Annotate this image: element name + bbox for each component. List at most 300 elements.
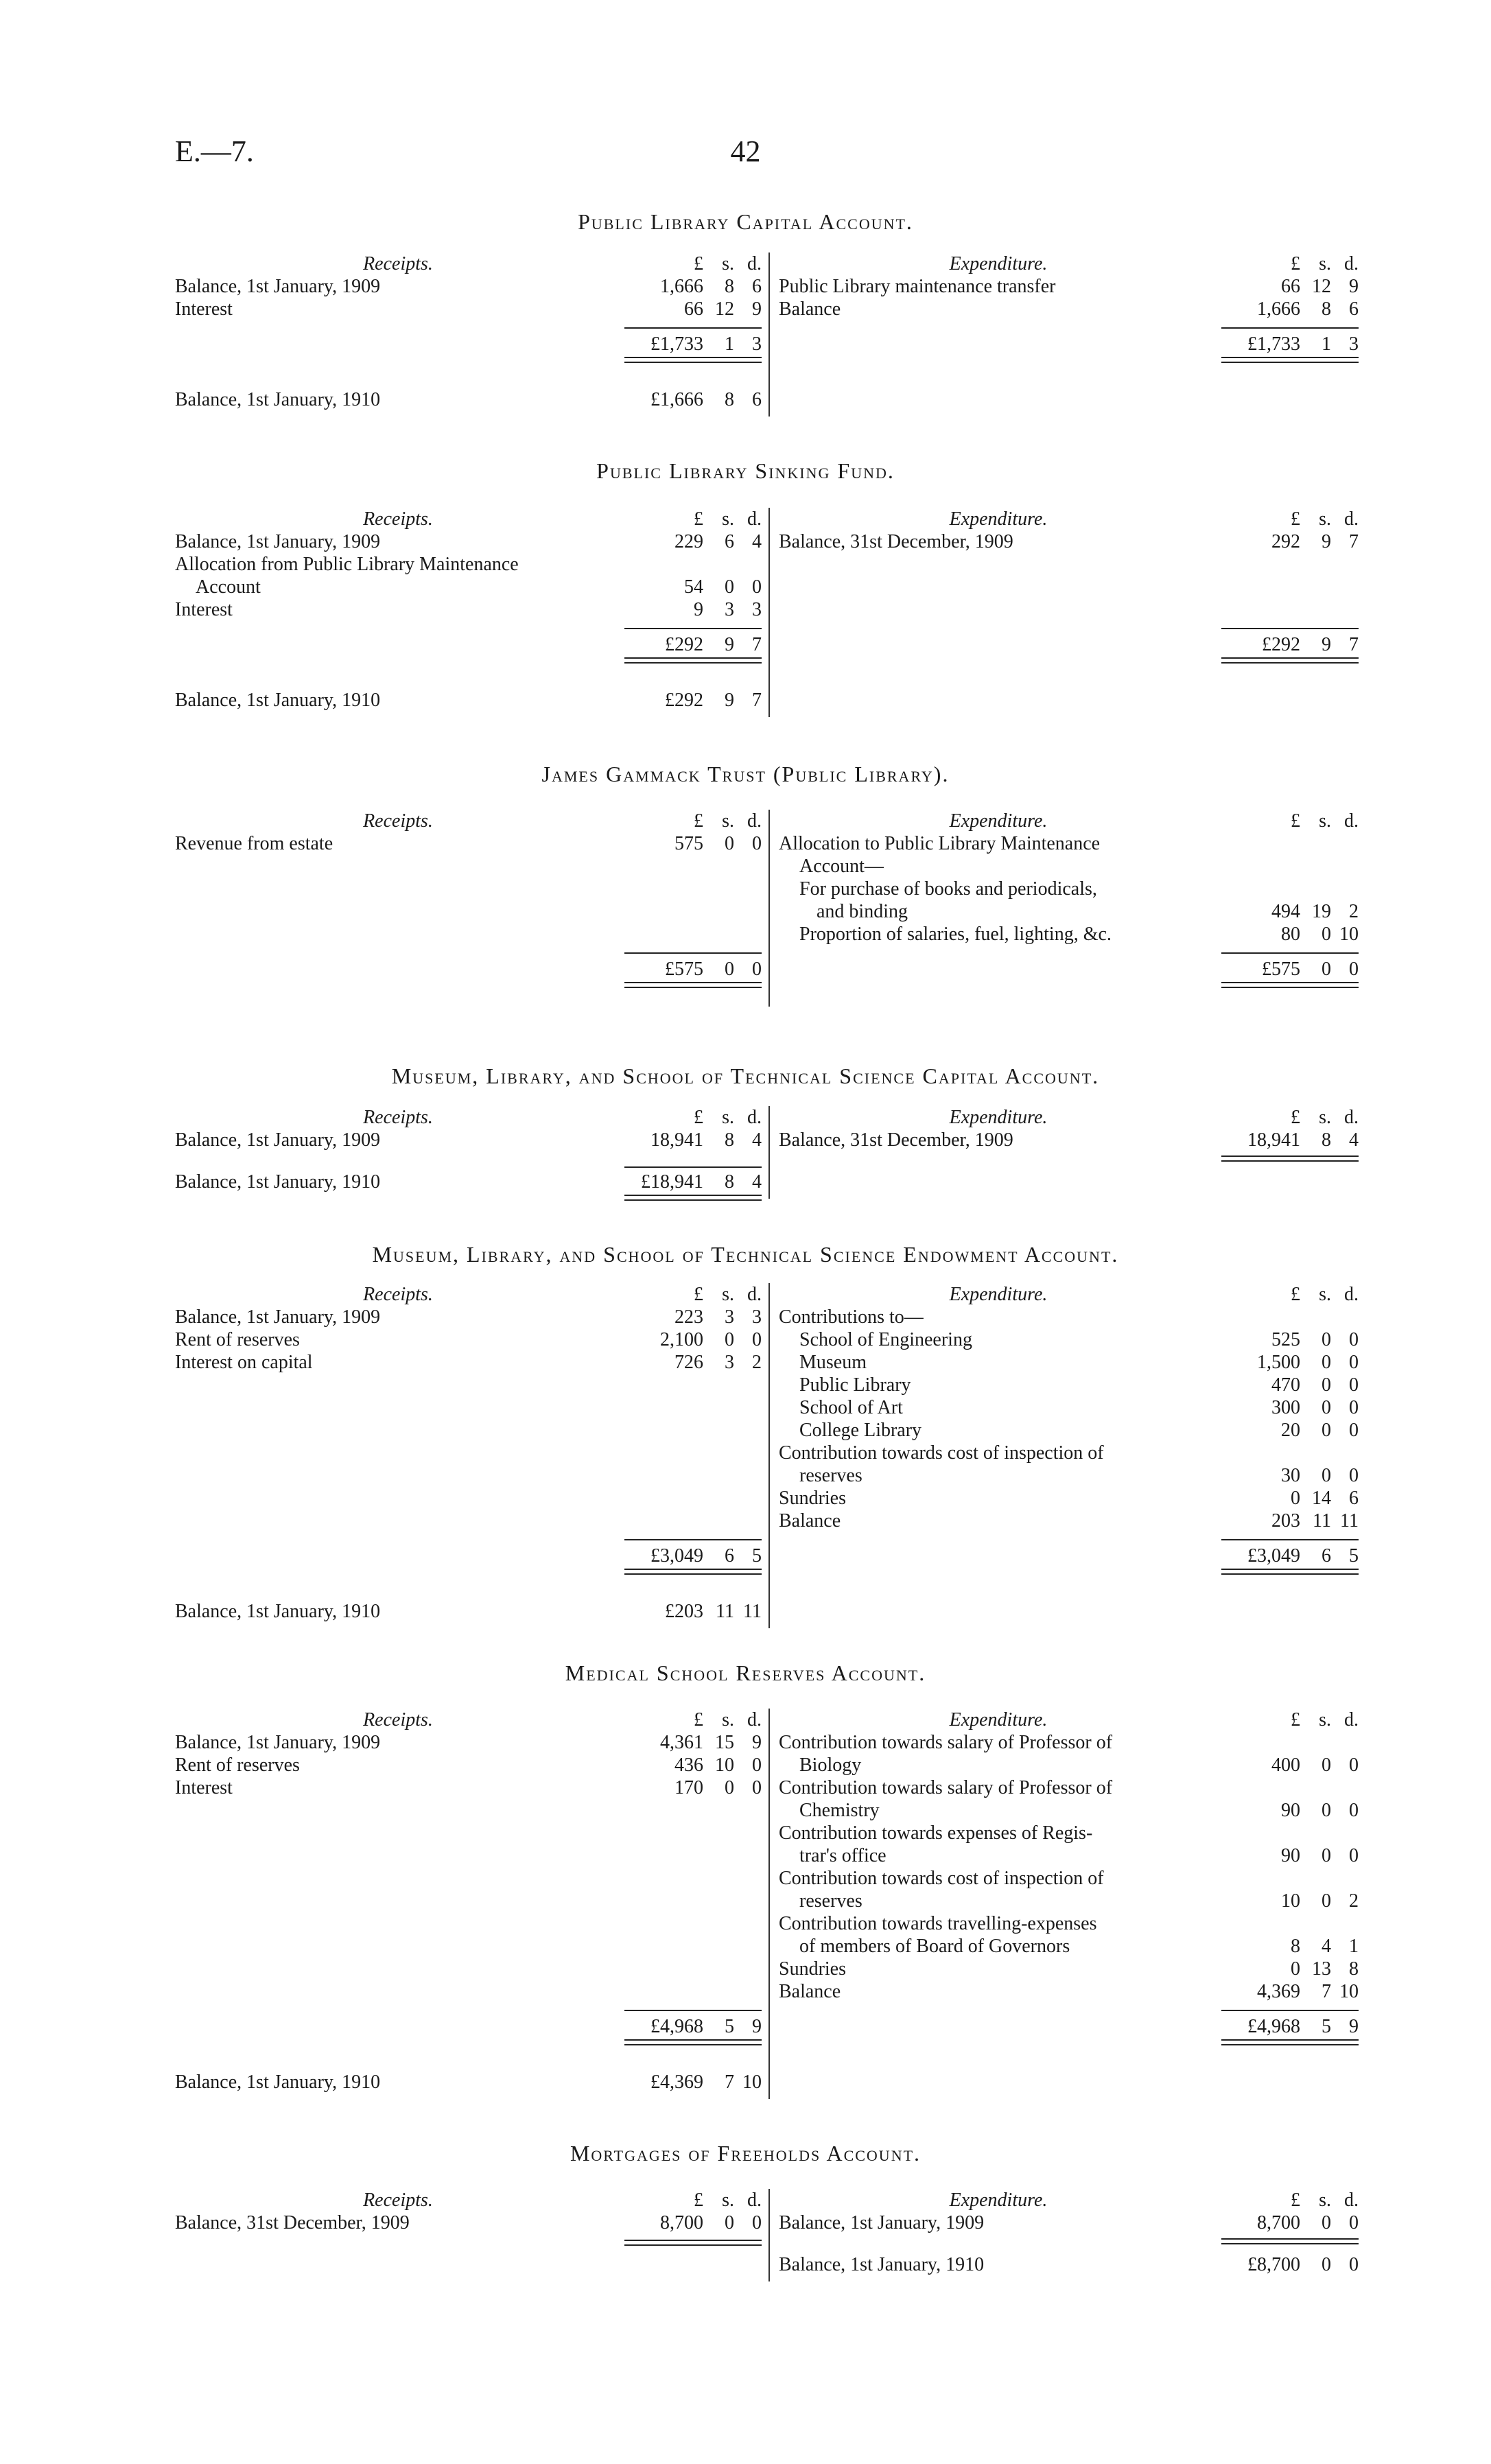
total-double-rule bbox=[1221, 2238, 1359, 2244]
expenditure-line-item bbox=[779, 1980, 1359, 2003]
line-item-label: Contribution towards salary of Professor of bbox=[779, 1777, 1113, 1798]
amount-cell bbox=[1221, 530, 1359, 553]
line-item-label: Balance bbox=[779, 1981, 841, 2002]
column-divider bbox=[768, 253, 770, 416]
amount-cell bbox=[1221, 1328, 1359, 1351]
total-double-rule bbox=[1221, 2039, 1359, 2045]
shillings-value: 11 bbox=[716, 1601, 734, 1622]
pence-value: 6 bbox=[1349, 298, 1359, 320]
account-title: Mortgages of Freeholds Account. bbox=[570, 2141, 921, 2166]
expenditure-line-item bbox=[779, 2211, 1359, 2234]
pence-value: 0 bbox=[1349, 959, 1359, 980]
amount-cell bbox=[624, 2015, 762, 2038]
amount-cell bbox=[624, 958, 762, 981]
column-divider bbox=[768, 1709, 770, 2099]
currency-headers bbox=[624, 508, 762, 530]
receipts-line-item bbox=[175, 598, 762, 621]
amount-cell bbox=[624, 275, 762, 298]
shillings-header: s. bbox=[1319, 810, 1331, 832]
total-double-rule bbox=[624, 2240, 762, 2246]
receipts-column-header bbox=[175, 1283, 762, 1306]
shillings-header: s. bbox=[1319, 508, 1331, 530]
shillings-header: s. bbox=[722, 2190, 734, 2211]
expenditure-total-row bbox=[779, 1545, 1359, 1567]
receipts-line-item bbox=[175, 1776, 762, 1799]
total-double-rule bbox=[1221, 1569, 1359, 1575]
closing-balance-label: Balance, 1st January, 1910 bbox=[175, 2072, 381, 2093]
account-title: Museum, Library, and School of Technical Science Capital Account. bbox=[391, 1064, 1100, 1088]
total-rule bbox=[1221, 1539, 1359, 1540]
amount-cell bbox=[1221, 1890, 1359, 1912]
total-rule bbox=[624, 1539, 762, 1540]
currency-headers bbox=[624, 253, 762, 275]
receipts-line-item bbox=[175, 275, 762, 298]
column-divider bbox=[768, 2189, 770, 2281]
pounds-header: £ bbox=[1291, 1107, 1300, 1128]
pence-value: 11 bbox=[743, 1601, 762, 1622]
receipts-total-row bbox=[175, 1545, 762, 1567]
line-item-label: Contributions to— bbox=[779, 1306, 924, 1328]
pounds-value: 400 bbox=[1271, 1755, 1300, 1776]
receipts-heading: Receipts. bbox=[363, 1107, 433, 1128]
currency-headers bbox=[624, 810, 762, 832]
amount-cell bbox=[624, 1129, 762, 1151]
receipts-heading: Receipts. bbox=[363, 253, 433, 274]
expenditure-heading: Expenditure. bbox=[949, 508, 1048, 530]
shillings-header: s. bbox=[1319, 1107, 1331, 1128]
line-item-label: Interest bbox=[175, 599, 233, 620]
amount-cell bbox=[1221, 900, 1359, 923]
pence-value: 7 bbox=[1349, 531, 1359, 552]
pounds-value: £1,733 bbox=[650, 333, 703, 355]
total-double-rule bbox=[624, 657, 762, 664]
expenditure-line-item bbox=[779, 1935, 1359, 1958]
pounds-value: £1,733 bbox=[1247, 333, 1300, 355]
expenditure-line-item bbox=[779, 1510, 1359, 1532]
amount-cell bbox=[624, 1328, 762, 1351]
receipts-line-item bbox=[175, 832, 762, 855]
pence-value: 0 bbox=[1349, 2212, 1359, 2233]
line-item-label: reserves bbox=[799, 1890, 862, 1912]
closing-balance-label: Balance, 1st January, 1910 bbox=[779, 2254, 985, 2275]
pence-header: d. bbox=[747, 2190, 762, 2211]
expenditure-line-item bbox=[779, 1328, 1359, 1351]
pounds-value: 170 bbox=[674, 1777, 703, 1798]
expenditure-line-item bbox=[779, 1129, 1359, 1151]
amount-cell bbox=[624, 598, 762, 621]
shillings-value: 5 bbox=[725, 2016, 734, 2037]
shillings-value: 8 bbox=[725, 1171, 734, 1193]
pounds-value: 1,666 bbox=[660, 276, 703, 297]
shillings-value: 0 bbox=[1322, 1890, 1331, 1912]
amount-cell bbox=[1221, 633, 1359, 656]
receipts-line-item bbox=[175, 1731, 762, 1754]
expenditure-heading: Expenditure. bbox=[949, 1284, 1048, 1305]
receipts-total-row bbox=[175, 333, 762, 355]
pounds-header: £ bbox=[694, 810, 703, 832]
total-rule bbox=[624, 952, 762, 954]
pence-value: 0 bbox=[752, 1777, 762, 1798]
column-divider bbox=[768, 1106, 770, 1199]
expenditure-line-item bbox=[779, 1799, 1359, 1822]
expenditure-total-row bbox=[779, 633, 1359, 656]
shillings-value: 0 bbox=[1322, 1800, 1331, 1821]
pence-value: 0 bbox=[1349, 2254, 1359, 2275]
total-double-rule bbox=[1221, 357, 1359, 363]
amount-cell bbox=[1221, 1396, 1359, 1419]
shillings-value: 14 bbox=[1312, 1488, 1331, 1509]
expenditure-line-item bbox=[779, 275, 1359, 298]
pence-header: d. bbox=[1344, 2190, 1359, 2211]
amount-cell bbox=[1221, 275, 1359, 298]
total-double-rule bbox=[624, 1195, 762, 1201]
amount-cell bbox=[624, 298, 762, 320]
expenditure-side bbox=[779, 253, 1359, 355]
line-item-label: School of Engineering bbox=[799, 1329, 972, 1350]
line-item-label: Contribution towards travelling-expenses bbox=[779, 1913, 1097, 1934]
expenditure-line-item bbox=[779, 878, 1359, 900]
amount-cell bbox=[624, 1600, 762, 1623]
amount-cell bbox=[1221, 1351, 1359, 1374]
shillings-value: 4 bbox=[1322, 1936, 1331, 1957]
amount-cell bbox=[1221, 1129, 1359, 1151]
shillings-header: s. bbox=[722, 810, 734, 832]
pence-header: d. bbox=[1344, 810, 1359, 832]
line-item-label: Museum bbox=[799, 1352, 867, 1373]
receipts-column-header bbox=[175, 810, 762, 832]
pounds-value: 20 bbox=[1281, 1420, 1300, 1441]
pounds-header: £ bbox=[694, 253, 703, 274]
shillings-value: 0 bbox=[1322, 1420, 1331, 1441]
pence-value: 5 bbox=[1349, 1545, 1359, 1567]
column-divider bbox=[768, 1283, 770, 1628]
pence-header: d. bbox=[1344, 1709, 1359, 1730]
line-item-label: Public Library bbox=[799, 1374, 911, 1396]
column-divider bbox=[768, 508, 770, 717]
pence-value: 7 bbox=[752, 634, 762, 655]
shillings-header: s. bbox=[722, 1709, 734, 1730]
line-item-label: of members of Board of Governors bbox=[799, 1936, 1070, 1957]
pounds-header: £ bbox=[694, 1709, 703, 1730]
expenditure-total-row bbox=[779, 333, 1359, 355]
currency-headers bbox=[1221, 810, 1359, 832]
expenditure-side bbox=[779, 2189, 1359, 2275]
expenditure-line-item bbox=[779, 1419, 1359, 1442]
receipts-line-item bbox=[175, 530, 762, 553]
receipts-column-header bbox=[175, 1106, 762, 1129]
expenditure-heading: Expenditure. bbox=[949, 810, 1048, 832]
pence-value: 0 bbox=[1349, 1420, 1359, 1441]
shillings-value: 6 bbox=[725, 531, 734, 552]
pounds-value: 2,100 bbox=[660, 1329, 703, 1350]
pounds-header: £ bbox=[1291, 1709, 1300, 1730]
receipts-line-item bbox=[175, 1754, 762, 1776]
pounds-value: 8 bbox=[1291, 1936, 1300, 1957]
line-item-label: For purchase of books and periodicals, bbox=[799, 878, 1097, 900]
line-item-label: Sundries bbox=[779, 1488, 846, 1509]
shillings-value: 8 bbox=[725, 276, 734, 297]
line-item-label: Interest bbox=[175, 298, 233, 320]
closing-balance-row bbox=[175, 1600, 762, 1623]
expenditure-line-item bbox=[779, 1351, 1359, 1374]
receipts-line-item bbox=[175, 1306, 762, 1328]
shillings-header: s. bbox=[722, 508, 734, 530]
pounds-value: 80 bbox=[1281, 924, 1300, 945]
shillings-value: 0 bbox=[1322, 1397, 1331, 1418]
receipts-heading: Receipts. bbox=[363, 508, 433, 530]
line-item-label: Balance bbox=[779, 298, 841, 320]
pounds-value: £3,049 bbox=[650, 1545, 703, 1567]
pounds-header: £ bbox=[1291, 1284, 1300, 1305]
expenditure-side bbox=[779, 508, 1359, 655]
line-item-label: Balance, 1st January, 1909 bbox=[175, 1732, 381, 1753]
total-rule bbox=[624, 1166, 762, 1168]
pounds-header: £ bbox=[1291, 253, 1300, 274]
pounds-value: 300 bbox=[1271, 1397, 1300, 1418]
pence-value: 0 bbox=[752, 1755, 762, 1776]
shillings-value: 15 bbox=[715, 1732, 734, 1753]
receipts-heading: Receipts. bbox=[363, 1284, 433, 1305]
shillings-value: 0 bbox=[1322, 924, 1331, 945]
pence-value: 1 bbox=[1349, 1936, 1359, 1957]
pounds-header: £ bbox=[694, 508, 703, 530]
pounds-value: 10 bbox=[1281, 1890, 1300, 1912]
shillings-value: 8 bbox=[1322, 298, 1331, 320]
amount-cell bbox=[624, 1171, 762, 1193]
shillings-value: 0 bbox=[725, 959, 734, 980]
receipts-total-row bbox=[175, 2015, 762, 2038]
pounds-header: £ bbox=[1291, 2190, 1300, 2211]
shillings-value: 0 bbox=[1322, 1465, 1331, 1486]
currency-headers bbox=[1221, 253, 1359, 275]
shillings-header: s. bbox=[1319, 1709, 1331, 1730]
pounds-value: 1,666 bbox=[1257, 298, 1300, 320]
expenditure-side bbox=[779, 810, 1359, 980]
amount-cell bbox=[1221, 2253, 1359, 2276]
shillings-value: 5 bbox=[1322, 2016, 1331, 2037]
expenditure-line-item bbox=[779, 1731, 1359, 1754]
pounds-value: 223 bbox=[674, 1306, 703, 1328]
shillings-value: 0 bbox=[1322, 1845, 1331, 1866]
receipts-side bbox=[175, 1106, 762, 1193]
receipts-side bbox=[175, 253, 762, 410]
pence-header: d. bbox=[747, 810, 762, 832]
line-item-label: Balance, 1st January, 1909 bbox=[779, 2212, 985, 2233]
line-item-label: Balance, 1st January, 1909 bbox=[175, 1129, 381, 1151]
pence-value: 3 bbox=[752, 333, 762, 355]
line-item-label: Account bbox=[196, 576, 261, 598]
receipts-line-item bbox=[175, 298, 762, 320]
pounds-value: 54 bbox=[684, 576, 703, 598]
total-double-rule bbox=[624, 1569, 762, 1575]
closing-balance-label: Balance, 1st January, 1910 bbox=[175, 1171, 381, 1193]
line-item-label: Allocation from Public Library Maintenance bbox=[175, 554, 519, 575]
expenditure-heading: Expenditure. bbox=[949, 1107, 1048, 1128]
currency-headers bbox=[1221, 1709, 1359, 1731]
pence-header: d. bbox=[747, 508, 762, 530]
account-title: Public Library Capital Account. bbox=[578, 209, 913, 234]
account-title: James Gammack Trust (Public Library). bbox=[541, 762, 950, 786]
amount-cell bbox=[1221, 1487, 1359, 1510]
shillings-value: 0 bbox=[1322, 1755, 1331, 1776]
receipts-heading: Receipts. bbox=[363, 2190, 433, 2211]
amount-cell bbox=[624, 333, 762, 355]
amount-cell bbox=[1221, 1754, 1359, 1776]
pence-value: 9 bbox=[752, 2016, 762, 2037]
amount-cell bbox=[1221, 958, 1359, 981]
line-item-label: Balance, 1st January, 1909 bbox=[175, 531, 381, 552]
pounds-value: 66 bbox=[684, 298, 703, 320]
expenditure-column-header bbox=[779, 508, 1359, 530]
expenditure-line-item bbox=[779, 1776, 1359, 1799]
total-double-rule bbox=[1221, 982, 1359, 988]
expenditure-heading: Expenditure. bbox=[949, 1709, 1048, 1730]
pounds-value: 292 bbox=[1271, 531, 1300, 552]
expenditure-side bbox=[779, 1709, 1359, 2037]
receipts-side bbox=[175, 1709, 762, 2093]
expenditure-heading: Expenditure. bbox=[949, 253, 1048, 274]
line-item-label: Chemistry bbox=[799, 1800, 880, 1821]
shillings-header: s. bbox=[722, 1107, 734, 1128]
expenditure-column-header bbox=[779, 2189, 1359, 2211]
shillings-value: 0 bbox=[725, 1329, 734, 1350]
currency-headers bbox=[624, 2189, 762, 2211]
shillings-value: 8 bbox=[725, 389, 734, 410]
line-item-label: Interest on capital bbox=[175, 1352, 313, 1373]
pence-header: d. bbox=[1344, 253, 1359, 274]
line-item-label: Allocation to Public Library Maintenance bbox=[779, 833, 1101, 854]
account-title: Public Library Sinking Fund. bbox=[596, 458, 895, 483]
pounds-value: 436 bbox=[674, 1755, 703, 1776]
receipts-line-item bbox=[175, 1351, 762, 1374]
amount-cell bbox=[624, 1776, 762, 1799]
pence-value: 7 bbox=[1349, 634, 1359, 655]
amount-cell bbox=[1221, 1980, 1359, 2003]
pounds-value: £4,968 bbox=[650, 2016, 703, 2037]
expenditure-line-item bbox=[779, 1754, 1359, 1776]
line-item-label: Contribution towards salary of Professor of bbox=[779, 1732, 1113, 1753]
receipts-line-item bbox=[175, 553, 762, 576]
shillings-value: 0 bbox=[1322, 1352, 1331, 1373]
pounds-value: 4,369 bbox=[1257, 1981, 1300, 2002]
pounds-value: 0 bbox=[1291, 1958, 1300, 1980]
pounds-value: £203 bbox=[665, 1601, 703, 1622]
total-double-rule bbox=[624, 982, 762, 988]
pence-value: 4 bbox=[752, 1171, 762, 1193]
pounds-value: £3,049 bbox=[1247, 1545, 1300, 1567]
shillings-value: 0 bbox=[1322, 1329, 1331, 1350]
pounds-value: 18,941 bbox=[1247, 1129, 1300, 1151]
pounds-value: 494 bbox=[1271, 901, 1300, 922]
receipts-column-header bbox=[175, 1709, 762, 1731]
expenditure-column-header bbox=[779, 1106, 1359, 1129]
pence-value: 0 bbox=[1349, 1329, 1359, 1350]
pounds-value: 525 bbox=[1271, 1329, 1300, 1350]
pounds-value: £292 bbox=[1262, 634, 1300, 655]
total-rule bbox=[1221, 2010, 1359, 2011]
total-rule bbox=[624, 2010, 762, 2011]
pence-header: d. bbox=[747, 1284, 762, 1305]
pence-value: 0 bbox=[1349, 1352, 1359, 1373]
pounds-value: £292 bbox=[665, 634, 703, 655]
pence-header: d. bbox=[747, 1709, 762, 1730]
expenditure-total-row bbox=[779, 2015, 1359, 2038]
currency-headers bbox=[1221, 1283, 1359, 1306]
shillings-value: 0 bbox=[725, 833, 734, 854]
amount-cell bbox=[1221, 2015, 1359, 2038]
shillings-value: 1 bbox=[1322, 333, 1331, 355]
receipts-column-header bbox=[175, 508, 762, 530]
pounds-value: 1,500 bbox=[1257, 1352, 1300, 1373]
expenditure-line-item bbox=[779, 900, 1359, 923]
shillings-value: 8 bbox=[725, 1129, 734, 1151]
closing-balance-row bbox=[779, 2253, 1359, 2276]
pounds-header: £ bbox=[694, 1107, 703, 1128]
shillings-value: 11 bbox=[1313, 1510, 1331, 1532]
shillings-value: 12 bbox=[1312, 276, 1331, 297]
shillings-value: 12 bbox=[715, 298, 734, 320]
amount-cell bbox=[1221, 2211, 1359, 2234]
amount-cell bbox=[1221, 1419, 1359, 1442]
line-item-label: Rent of reserves bbox=[175, 1329, 300, 1350]
expenditure-column-header bbox=[779, 1283, 1359, 1306]
line-item-label: Revenue from estate bbox=[175, 833, 333, 854]
shillings-value: 0 bbox=[725, 1777, 734, 1798]
line-item-label: Rent of reserves bbox=[175, 1755, 300, 1776]
expenditure-line-item bbox=[779, 530, 1359, 553]
amount-cell bbox=[624, 1351, 762, 1374]
amount-cell bbox=[624, 633, 762, 656]
total-rule bbox=[1221, 628, 1359, 629]
pence-value: 0 bbox=[1349, 1800, 1359, 1821]
pence-header: d. bbox=[1344, 508, 1359, 530]
receipts-side bbox=[175, 1283, 762, 1622]
shillings-value: 6 bbox=[725, 1545, 734, 1567]
pounds-value: £575 bbox=[1262, 959, 1300, 980]
expenditure-line-item bbox=[779, 1958, 1359, 1980]
expenditure-line-item bbox=[779, 832, 1359, 855]
currency-headers bbox=[624, 1709, 762, 1731]
pounds-header: £ bbox=[1291, 810, 1300, 832]
shillings-value: 7 bbox=[725, 2072, 734, 2093]
closing-balance-row bbox=[175, 689, 762, 712]
currency-headers bbox=[1221, 2189, 1359, 2211]
shillings-value: 0 bbox=[1322, 2254, 1331, 2275]
amount-cell bbox=[624, 832, 762, 855]
line-item-label: and binding bbox=[817, 901, 908, 922]
pence-value: 3 bbox=[752, 1306, 762, 1328]
pounds-value: £18,941 bbox=[641, 1171, 703, 1193]
shillings-value: 13 bbox=[1312, 1958, 1331, 1980]
shillings-value: 0 bbox=[1322, 2212, 1331, 2233]
expenditure-line-item bbox=[779, 1306, 1359, 1328]
receipts-side bbox=[175, 810, 762, 980]
pounds-value: 8,700 bbox=[1257, 2212, 1300, 2233]
shillings-header: s. bbox=[722, 253, 734, 274]
pounds-value: £1,666 bbox=[650, 389, 703, 410]
receipts-line-item bbox=[175, 1328, 762, 1351]
pence-value: 9 bbox=[1349, 276, 1359, 297]
expenditure-line-item bbox=[779, 1374, 1359, 1396]
pence-header: d. bbox=[1344, 1284, 1359, 1305]
amount-cell bbox=[1221, 1374, 1359, 1396]
receipts-side bbox=[175, 2189, 762, 2234]
pence-header: d. bbox=[747, 253, 762, 274]
pounds-header: £ bbox=[694, 2190, 703, 2211]
currency-headers bbox=[624, 1283, 762, 1306]
pounds-value: 229 bbox=[674, 531, 703, 552]
amount-cell bbox=[1221, 1464, 1359, 1487]
